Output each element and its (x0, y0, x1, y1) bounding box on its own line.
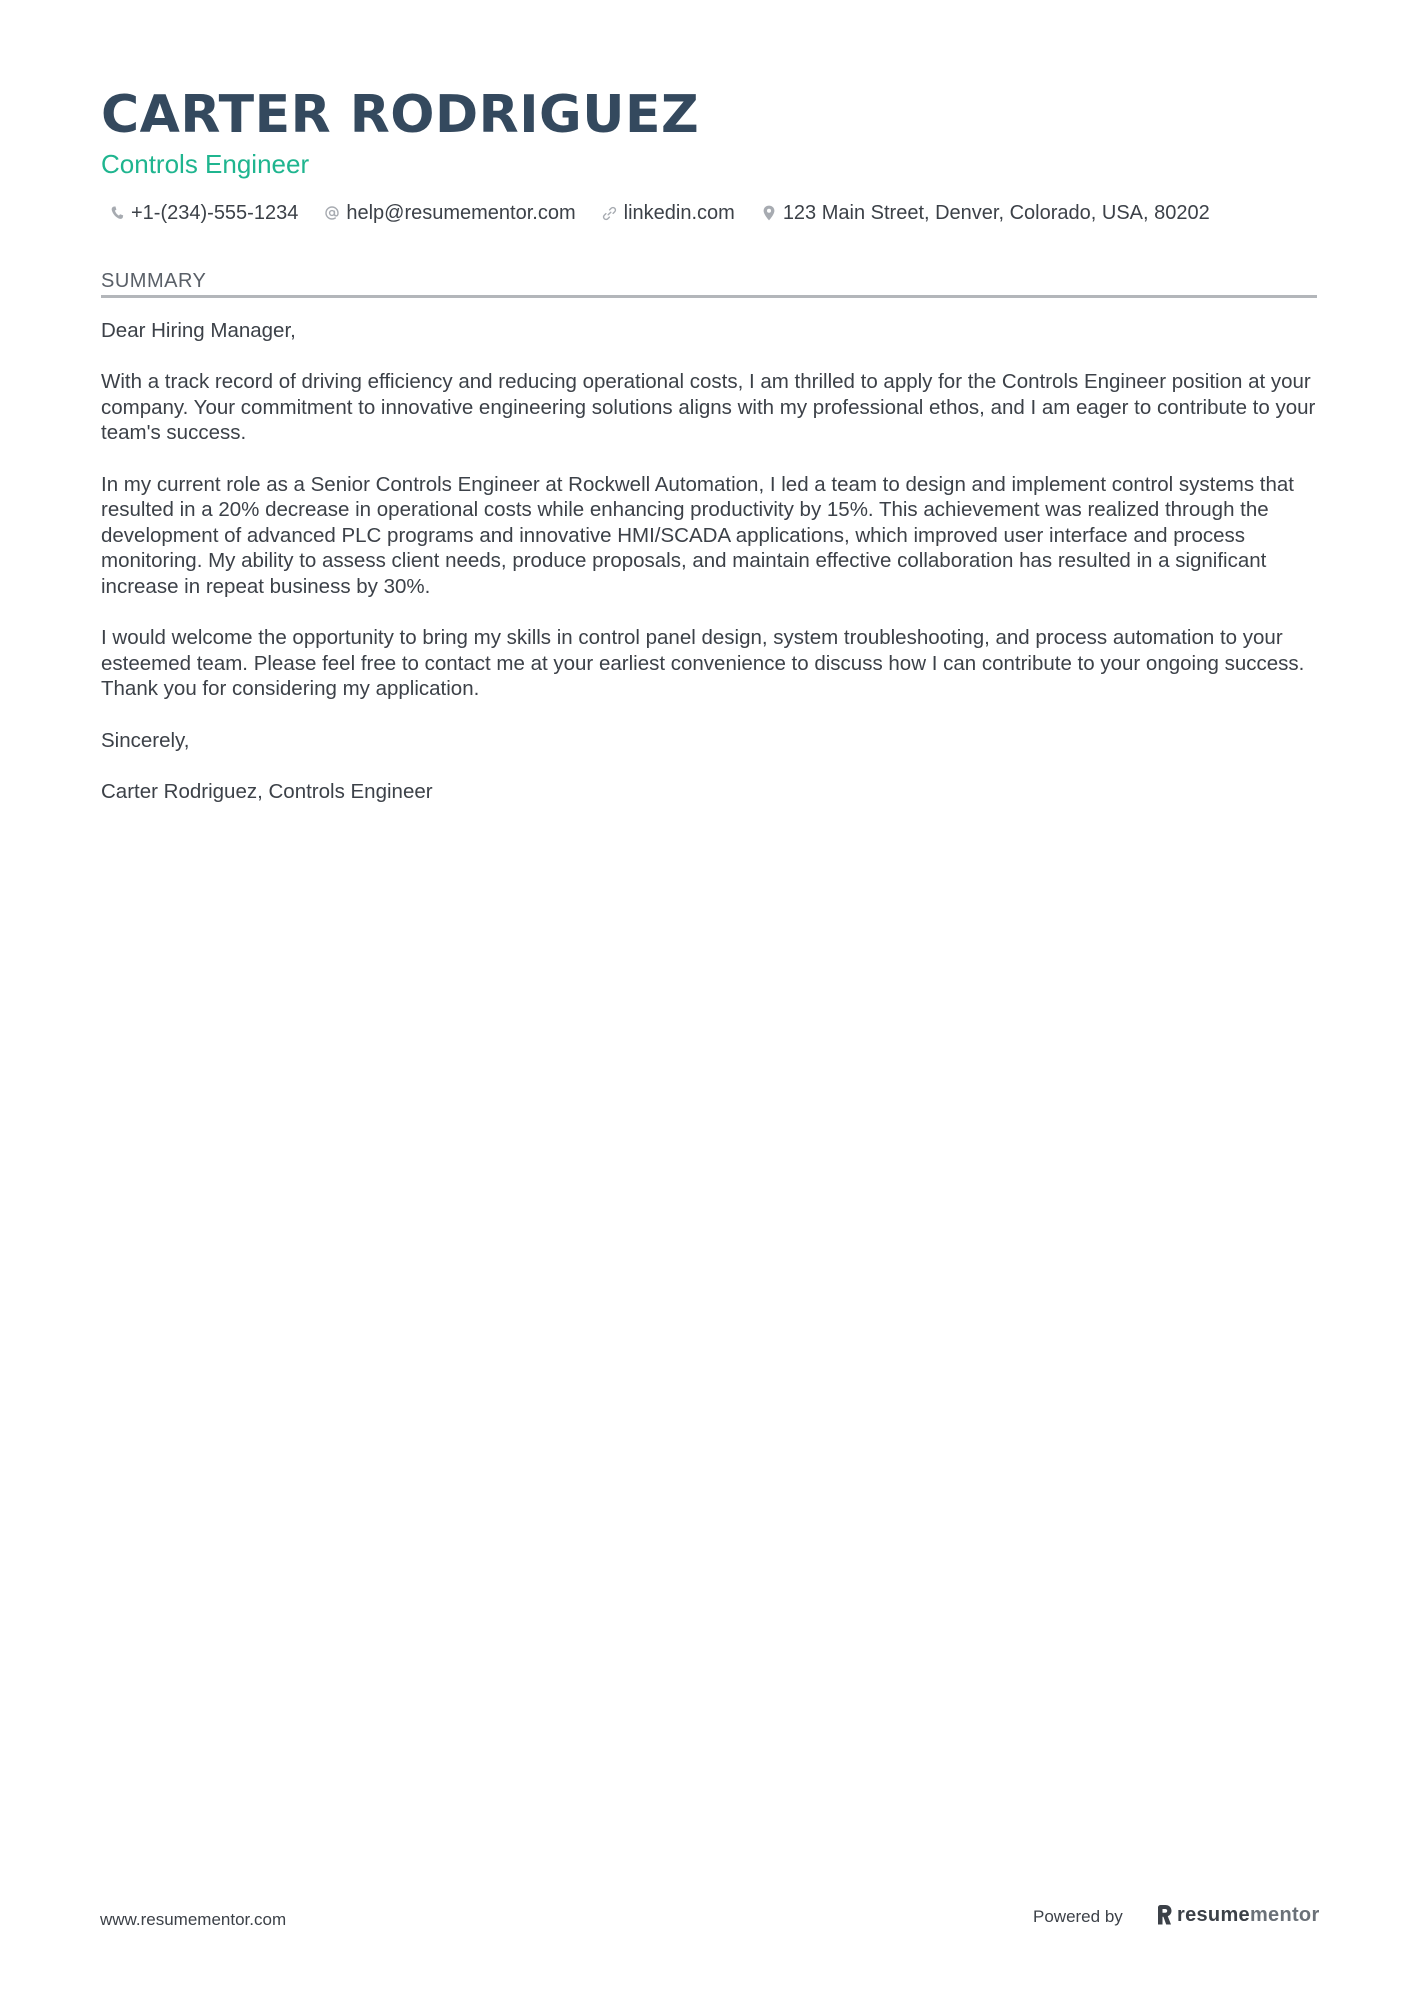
candidate-name: CARTER RODRIGUEZ (101, 85, 700, 145)
contact-email[interactable] (324, 202, 575, 225)
at-icon (324, 203, 340, 223)
linkedin-text: linkedin.com (623, 201, 735, 224)
salutation: Dear Hiring Manager, (101, 319, 296, 342)
location-pin-icon (761, 203, 777, 223)
resumementor-logo[interactable] (1156, 1903, 1320, 1927)
contact-phone[interactable] (109, 202, 298, 225)
summary-heading: SUMMARY (101, 270, 207, 292)
signature: Carter Rodriguez, Controls Engineer (101, 779, 433, 803)
cover-letter-body (101, 318, 1317, 830)
phone-text: +1-(234)-555-1234 (131, 201, 299, 224)
footer-website-link[interactable]: www.resumementor.com (100, 1910, 287, 1929)
contact-linkedin[interactable] (602, 202, 735, 225)
candidate-role: Controls Engineer (101, 149, 310, 179)
powered-by-label: Powered by (1033, 1907, 1123, 1926)
letter-paragraph: I would welcome the opportunity to bring my skills in control panel design, system troubleshooting, and process automation to your esteemed team. Please feel free to contact me at your earliest convenience to discuss how I can contribute to your ongoing success. Thank you for considering my application. (101, 626, 1305, 701)
phone-icon (109, 203, 125, 223)
section-divider (101, 295, 1317, 298)
contact-bar (109, 198, 1236, 228)
contact-address (761, 202, 1210, 225)
letter-paragraph: In my current role as a Senior Controls Engineer at Rockwell Automation, I led a team to design and implement control systems that resulted in a 20% decrease in operational costs while enhancing productivity by 15%. This achievement was realized through the development of advanced PLC programs and innovative HMI/SCADA applications, which improved user interface and process monitoring. My ability to assess client needs, produce proposals, and maintain effective collaboration has resulted in a significant increase in repeat business by 30%. (101, 472, 1294, 598)
closing: Sincerely, (101, 728, 190, 752)
link-icon (602, 203, 618, 223)
resumementor-logo-icon (1156, 1904, 1173, 1926)
resumementor-wordmark: resumementor (1177, 1904, 1320, 1926)
email-text: help@resumementor.com (346, 201, 576, 224)
address-text: 123 Main Street, Denver, Colorado, USA, 80202 (782, 201, 1210, 224)
letter-paragraph: With a track record of driving efficiency and reducing operational costs, I am thrilled to apply for the Controls Engineer position at your company. Your commitment to innovative engineering solutions aligns with my professional ethos, and I am eager to contribute to your team's success. (101, 370, 1316, 445)
